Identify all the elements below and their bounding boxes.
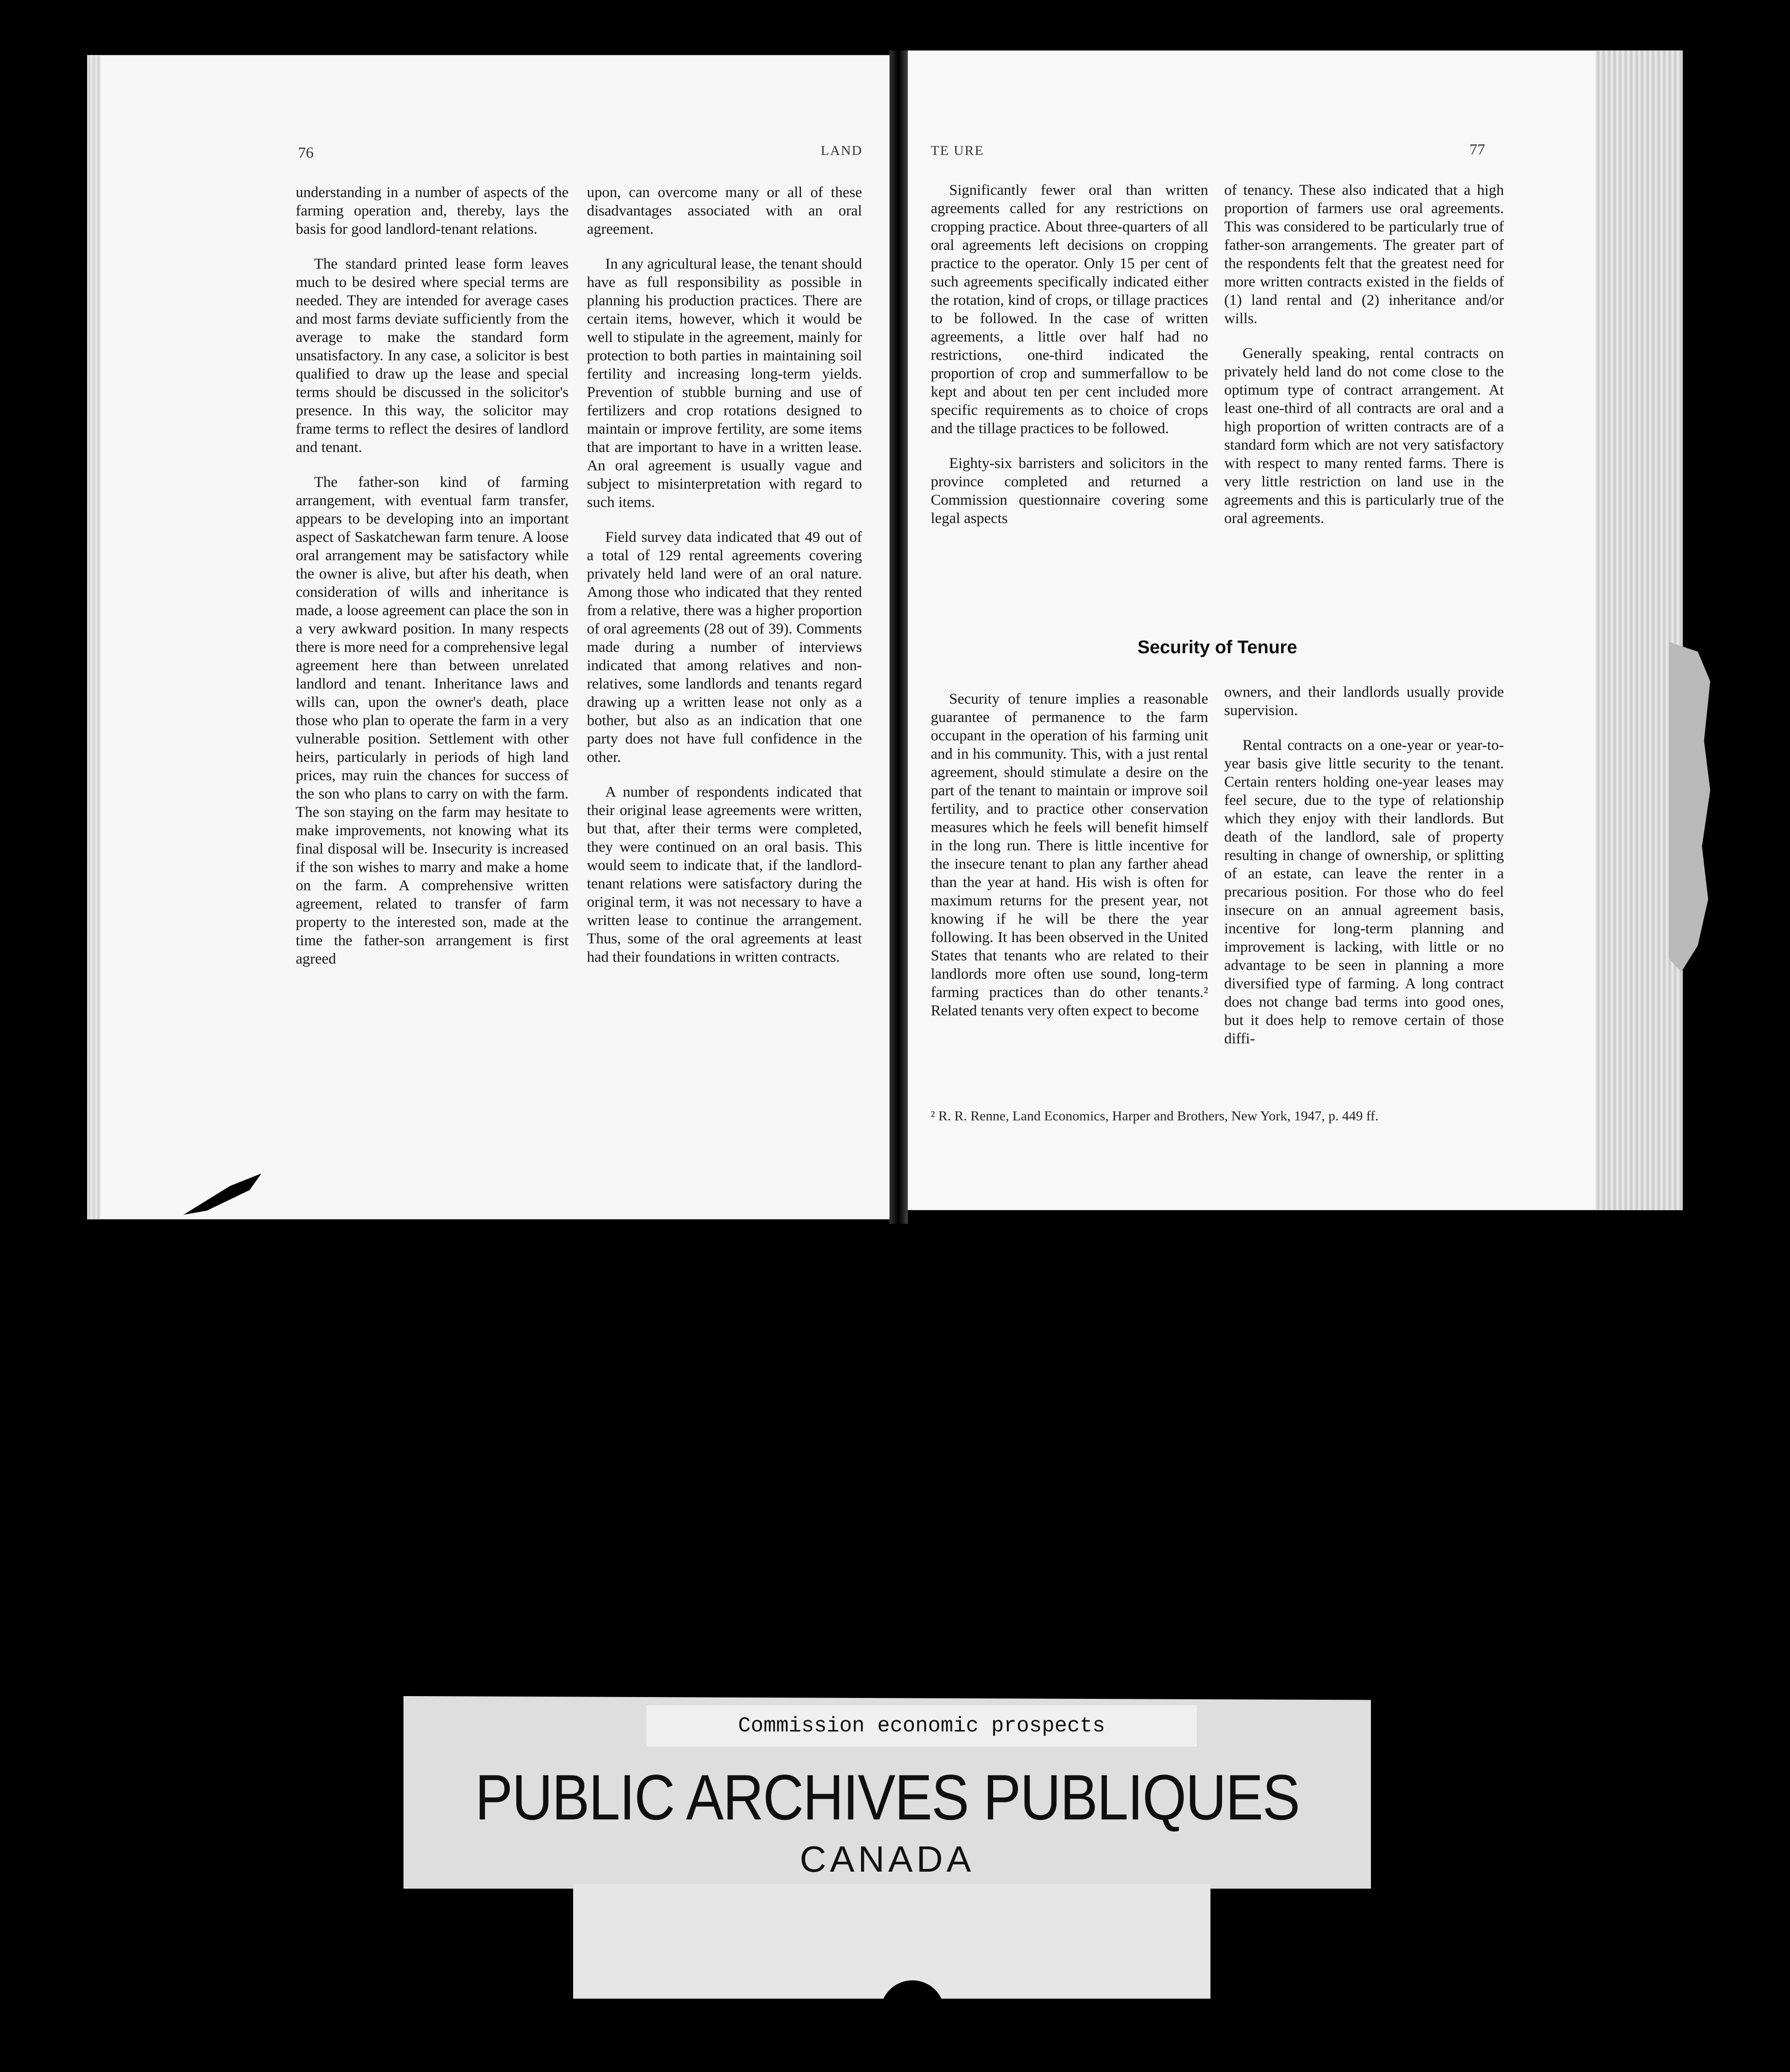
paragraph: upon, can overcome many or all of these disadvantages associated with an oral agreement. bbox=[587, 184, 862, 237]
right-column-4 bbox=[1224, 683, 1504, 1064]
footnote: ² R. R. Renne, Land Economics, Harper and Brothers, New York, 1947, p. 449 ff. bbox=[931, 1108, 1379, 1124]
paragraph: understanding in a number of aspects of the farming operation and, thereby, lays the basis for good landlord-tenant relations. bbox=[296, 184, 569, 237]
paragraph: Security of tenure implies a reasonable guarantee of permanence to the farm occupant in the operation of his farming unit and in his community. This, with a just rental agreement, should stimulate a desire on the part of the tenant to maintain or improve soil fertility, and to practice other conservation measures which he feels will benefit himself in the long run. There is little incentive for the insecure tenant to plan any farther ahead than the year at hand. His wish is often for maximum returns for the present year, not knowing if he will be there the year following. It has been observed in the United States that tenants who are related to their landlords more often use sound, long-term farming practices than do other tenants.² Related tenants very often expect to become bbox=[931, 691, 1208, 1019]
paragraph: Significantly fewer oral than written agreements called for any restrictions on cropping practice. About three-quarters of all oral agreements left decisions on cropping practice to the operator. Only 15 per cent of such agreements specifically indicated either the rotation, kind of crops, or tillage practices to be followed. In the case of written agreements, a little over half had no restrictions, one-third indicated the proportion of crop and summerfallow to be kept and about ten per cent included more specific requirements as to choice of crops and the tillage practices to be followed. bbox=[931, 182, 1208, 437]
right-column-3 bbox=[931, 690, 1208, 1036]
paragraph: of tenancy. These also indicated that a high proportion of farmers use oral agreements. This was considered to be particularly true of father-son arrangements. The greater part of the respondents felt that the greatest need for more written contracts existed in the fields of (1) land rental and (2) inheritance and/or wills. bbox=[1224, 182, 1504, 327]
paragraph: Eighty-six barristers and solicitors in the province completed and returned a Commission questionnaire covering some legal aspects bbox=[931, 455, 1208, 527]
torn-paper-flap bbox=[1669, 642, 1710, 972]
archive-stamp-tab bbox=[573, 1884, 1210, 1999]
paragraph: Field survey data indicated that 49 out of a total of 129 rental agreements covering privately held land were of an oral nature. Among those who indicated that they rented from a relative, there was a higher proportion of oral agreements (28 out of 39). Comments made during a number of interviews indicated that among relatives and non-relatives, some landlords and tenants regard drawing up a written lease not only as a bother, but also as an indication that one party does not have full confidence in the other. bbox=[587, 529, 862, 766]
left-page-edges bbox=[87, 55, 101, 1219]
paragraph: The standard printed lease form leaves much to be desired where special terms are needed. They are intended for average cases and most farms deviate sufficiently from the average to make the standard form unsatisfactory. In any case, a solicitor is best qualified to draw up the lease and special terms should be discussed in the solicitor's presence. In this way, the solicitor may frame terms to reflect the desires of landlord and tenant. bbox=[296, 256, 569, 456]
right-running-head: TE URE bbox=[931, 143, 984, 158]
left-column-2 bbox=[587, 183, 862, 983]
section-heading: Security of Tenure bbox=[1137, 637, 1298, 657]
paragraph: The father-son kind of farming arrangement, with eventual farm transfer, appears to be developing into an important aspect of Saskatchewan farm tenure. A loose oral arrangement may be satisfactory while the owner is alive, but after his death, when consideration of wills and inheritance is made, a loose agreement can place the son in a very awkward position. In many respects there is more need for a comprehensive legal agreement here than between unrelated landlord and tenant. Inheritance laws and wills can, upon the owner's death, place those who plan to operate the farm in a very vulnerable position. Settlement with other heirs, particularly in periods of high land prices, may ruin the chances for success of the son who plans to carry on with the farm. The son staying on the farm may hesitate to make improvements, not knowing what its final disposal will be. Insecurity is increased if the son wishes to marry and make a home on the farm. A comprehensive written agreement, related to transfer of farm property to the interested son, made at the time the father-son arrangement is first agreed bbox=[296, 474, 569, 967]
archive-title: PUBLIC ARCHIVES PUBLIQUES bbox=[475, 1761, 1299, 1833]
right-page-number: 77 bbox=[1470, 141, 1485, 158]
paragraph: Rental contracts on a one-year or year-to-year basis give little security to the tenant. Certain renters holding one-year leases may feel secure, due to the type of relationship which they enjoy with their landlords. But death of the landlord, sale of property resulting in change of ownership, or splitting of an estate, can leave the renter in a precarious position. For those who do feel insecure on an annual agreement basis, incentive for long-term planning and improvement is lacking, with little or no advantage to be seen in planning a more diversified type of farming. A long contract does not change bad terms into good ones, but it does help to remove certain of those diffi- bbox=[1224, 737, 1504, 1047]
paragraph: owners, and their landlords usually provide supervision. bbox=[1224, 684, 1504, 719]
archive-label: Commission economic prospects bbox=[646, 1705, 1197, 1747]
left-page-number: 76 bbox=[298, 144, 314, 161]
left-column-1 bbox=[296, 183, 569, 985]
paragraph: A number of respondents indicated that their original lease agreements were written, but that, after their terms were completed, they were continued on an oral basis. This would seem to indicate that, if the landlord-tenant relations were satisfactory during the original term, it was not necessary to have a written lease to continue the arrangement. Thus, some of the oral agreements at least had their foundations in written contracts. bbox=[587, 784, 862, 965]
paragraph: Generally speaking, rental contracts on privately held land do not come close to the optimum type of contract arrangement. At least one-third of all contracts are oral and a high proportion of written contracts are of a standard form which are not very satisfactory with respect to many rented farms. There is very little restriction on land use in the agreements and this is particularly true of the oral agreements. bbox=[1224, 345, 1504, 527]
book-gutter bbox=[889, 50, 908, 1224]
left-running-head: LAND bbox=[821, 143, 863, 158]
paragraph: In any agricultural lease, the tenant should have as full responsibility as possible in planning his production practices. There are certain items, however, which it would be well to stipulate in the agreement, mainly for protection to both parties in maintaining soil fertility and increasing long-term yields. Prevention of stubble burning and use of fertilizers and crop rotations designed to maintain or improve fertility, are some items that are important to have in a written lease. An oral agreement is usually vague and subject to misinterpretation with regard to such items. bbox=[587, 256, 862, 511]
right-column-2 bbox=[1224, 181, 1504, 544]
right-page-edges bbox=[1596, 50, 1683, 1210]
right-column-1 bbox=[931, 181, 1208, 544]
archive-subtitle: CANADA bbox=[800, 1839, 975, 1879]
